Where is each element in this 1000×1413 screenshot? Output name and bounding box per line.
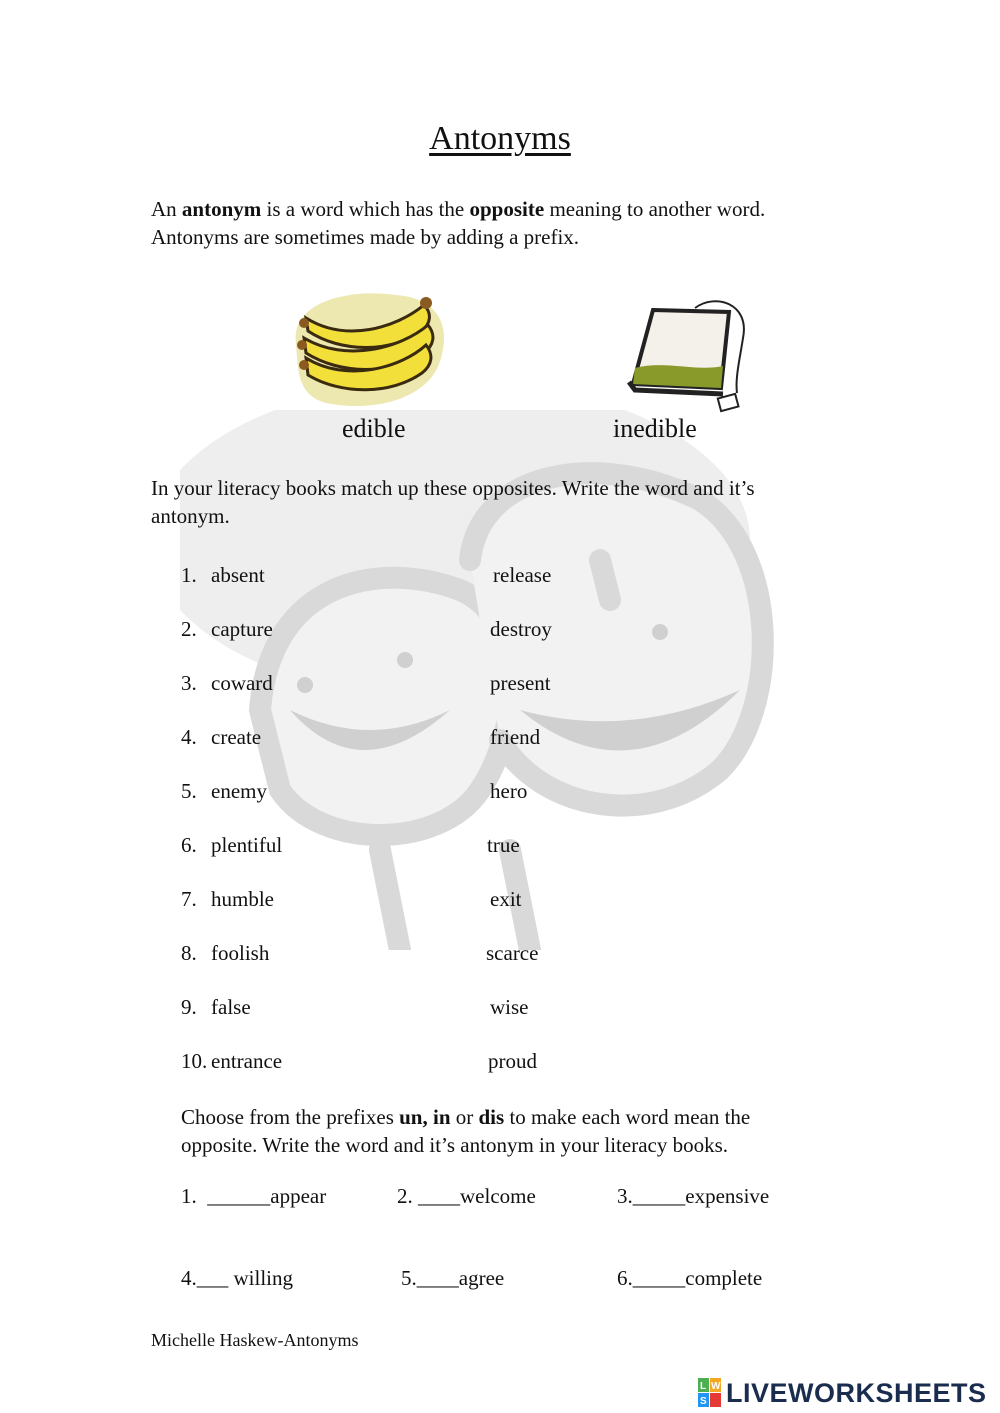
opposite-release: release <box>493 563 552 587</box>
item-number: 10. <box>181 1049 208 1073</box>
item-number: 9. <box>181 995 197 1019</box>
opposite-wise: wise <box>490 995 529 1019</box>
word-humble: humble <box>211 887 274 911</box>
intro-line-1: An antonym is a word which has the opposite meaning to another word. <box>151 197 766 221</box>
word-absent: absent <box>211 563 265 587</box>
word-capture: capture <box>211 617 273 641</box>
prefix-item-expensive: 3._____expensive <box>617 1184 770 1208</box>
svg-text:L: L <box>700 1381 707 1392</box>
liveworksheets-logo[interactable] <box>698 1375 987 1411</box>
footer-author: Michelle Haskew-Antonyms <box>151 1330 359 1350</box>
prefix-item-appear: 1. ______appear <box>181 1184 327 1208</box>
liveworksheets-wordmark: LIVEWORKSHEETS <box>726 1377 987 1408</box>
caption-edible: edible <box>342 414 406 443</box>
opposite-hero: hero <box>490 779 528 803</box>
matching-instruction <box>151 474 851 530</box>
item-number: 2. <box>181 617 197 641</box>
item-number: 3. <box>181 671 197 695</box>
item-number: 4. <box>181 725 197 749</box>
item-number: 5. <box>181 779 197 803</box>
item-number: 6. <box>181 833 197 857</box>
opposite-proud: proud <box>488 1049 537 1073</box>
word-coward: coward <box>211 671 273 695</box>
matching-instruction-line-1: In your literacy books match up these opposites. Write the word and it’s <box>151 476 755 500</box>
prefix-item-agree: 5.____agree <box>401 1266 505 1290</box>
opposite-present: present <box>490 671 551 695</box>
matching-instruction-line-2: antonym. <box>151 504 230 528</box>
word-enemy: enemy <box>211 779 267 803</box>
word-false: false <box>211 995 251 1019</box>
word-create: create <box>211 725 262 749</box>
prefix-instruction-line-1: Choose from the prefixes un, in or dis to make each word mean the <box>181 1105 751 1129</box>
intro-paragraph <box>151 195 851 251</box>
svg-text:S: S <box>700 1396 707 1407</box>
prefix-item-willing: 4.___ willing <box>181 1266 294 1290</box>
word-foolish: foolish <box>211 941 270 965</box>
intro-line-2: Antonyms are sometimes made by adding a prefix. <box>151 225 580 249</box>
opposite-scarce: scarce <box>486 941 539 965</box>
tea-bag-icon <box>625 298 750 418</box>
item-number: 1. <box>181 563 197 587</box>
bananas-icon <box>286 283 451 413</box>
item-number: 8. <box>181 941 197 965</box>
prefix-item-welcome: 2. ____welcome <box>397 1184 536 1208</box>
opposite-friend: friend <box>490 725 541 749</box>
word-plentiful: plentiful <box>211 833 283 857</box>
page-title: Antonyms <box>429 120 571 157</box>
word-entrance: entrance <box>211 1049 283 1073</box>
opposite-true: true <box>487 833 520 857</box>
caption-inedible: inedible <box>613 414 697 443</box>
opposite-destroy: destroy <box>490 617 552 641</box>
prefix-instruction <box>181 1103 841 1159</box>
prefix-instruction-line-2: opposite. Write the word and it’s antonym in your literacy books. <box>181 1133 729 1157</box>
prefix-item-complete: 6._____complete <box>617 1266 763 1290</box>
liveworksheets-logo-icon <box>698 1378 722 1408</box>
opposite-exit: exit <box>490 887 522 911</box>
item-number: 7. <box>181 887 197 911</box>
svg-text:W: W <box>711 1381 721 1392</box>
